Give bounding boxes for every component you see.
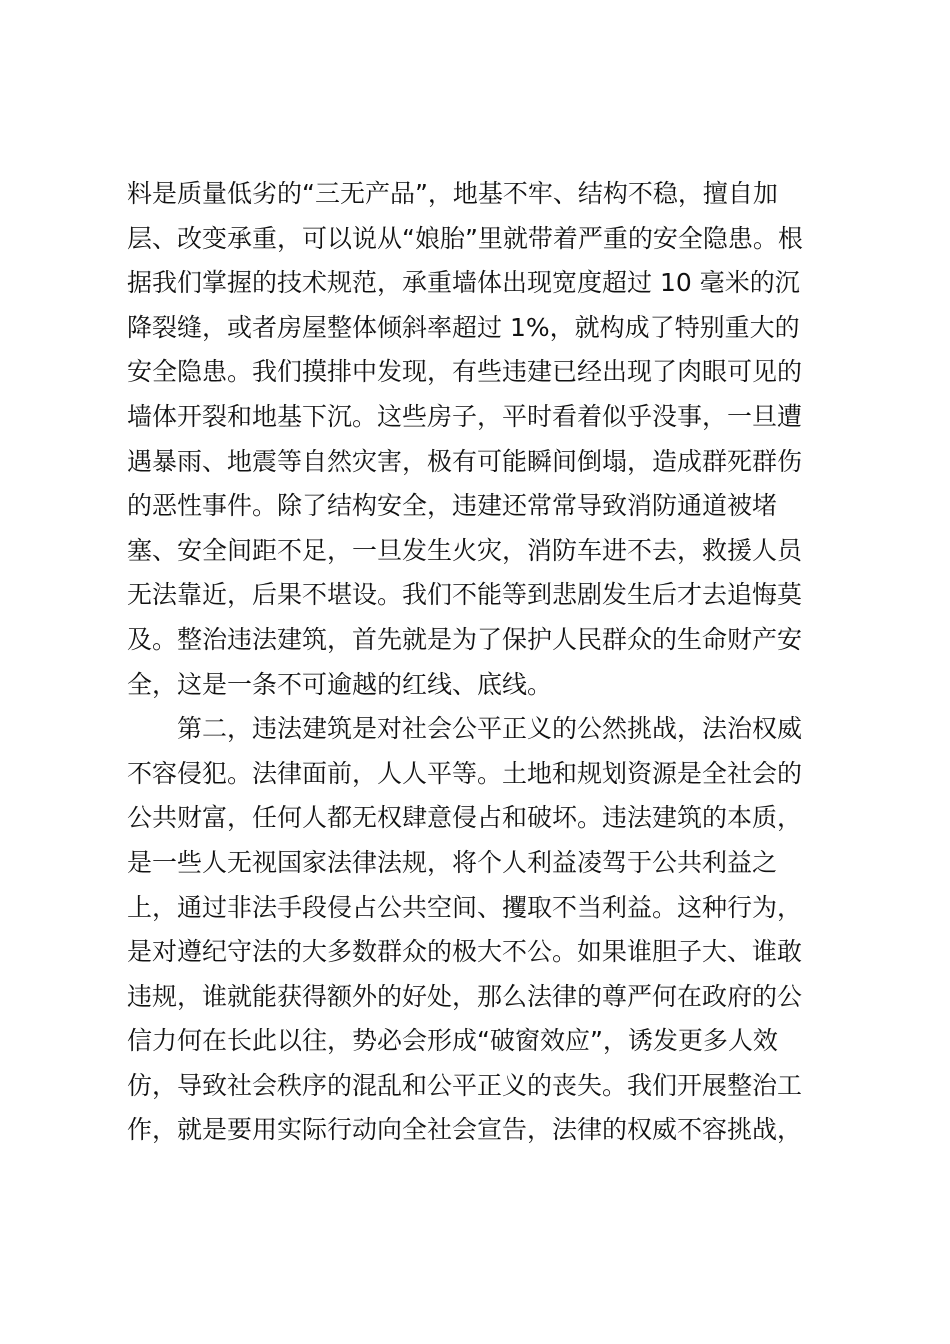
text-line: 是对遵纪守法的大多数群众的极大不公。如果谁胆子大、谁敢 (127, 937, 803, 967)
text-line: 料是质量低劣的“三无产品”，地基不牢、结构不稳，擅自加 (127, 179, 778, 208)
text-line: 上，通过非法手段侵占公共空间、攫取不当利益。这种行为， (127, 892, 803, 922)
text-line: 违规，谁就能获得额外的好处，那么法律的尊严何在政府的公 (127, 981, 803, 1011)
text-line: 仿，导致社会秩序的混乱和公平正义的丧失。我们开展整治工 (127, 1070, 803, 1100)
text-line: 安全隐患。我们摸排中发现，有些违建已经出现了肉眼可见的 (127, 357, 803, 387)
text-line: 遇暴雨、地震等自然灾害，极有可能瞬间倒塌，造成群死群伤 (127, 446, 803, 476)
body-text (127, 172, 827, 1153)
text-line: 据我们掌握的技术规范，承重墙体出现宽度超过 10 毫米的沉 (127, 268, 800, 298)
paragraph-start-line: 第二，违法建筑是对社会公平正义的公然挑战，法治权威 (177, 714, 803, 744)
text-line: 及。整治违法建筑，首先就是为了保护人民群众的生命财产安 (127, 624, 803, 654)
text-line: 是一些人无视国家法律法规，将个人利益凌驾于公共利益之 (127, 847, 778, 877)
text-line: 层、改变承重，可以说从“娘胎”里就带着严重的安全隐患。根 (127, 223, 803, 253)
text-line: 墙体开裂和地基下沉。这些房子，平时看着似乎没事，一旦遭 (127, 401, 803, 431)
text-line: 作，就是要用实际行动向全社会宣告，法律的权威不容挑战， (127, 1115, 803, 1145)
text-line: 的恶性事件。除了结构安全，违建还常常导致消防通道被堵 (127, 491, 778, 521)
text-line: 公共财富，任何人都无权肆意侵占和破坏。违法建筑的本质， (127, 803, 803, 833)
text-line: 不容侵犯。法律面前，人人平等。土地和规划资源是全社会的 (127, 758, 803, 788)
text-line: 信力何在长此以往，势必会形成“破窗效应”，诱发更多人效 (127, 1026, 778, 1056)
text-line: 全，这是一条不可逾越的红线、底线。 (127, 669, 553, 699)
text-line: 无法靠近，后果不堪设。我们不能等到悲剧发生后才去追悔莫 (127, 580, 803, 610)
text-line: 降裂缝，或者房屋整体倾斜率超过 1%，就构成了特别重大的 (127, 312, 800, 342)
text-line: 塞、安全间距不足，一旦发生火灾，消防车进不去，救援人员 (127, 535, 803, 565)
